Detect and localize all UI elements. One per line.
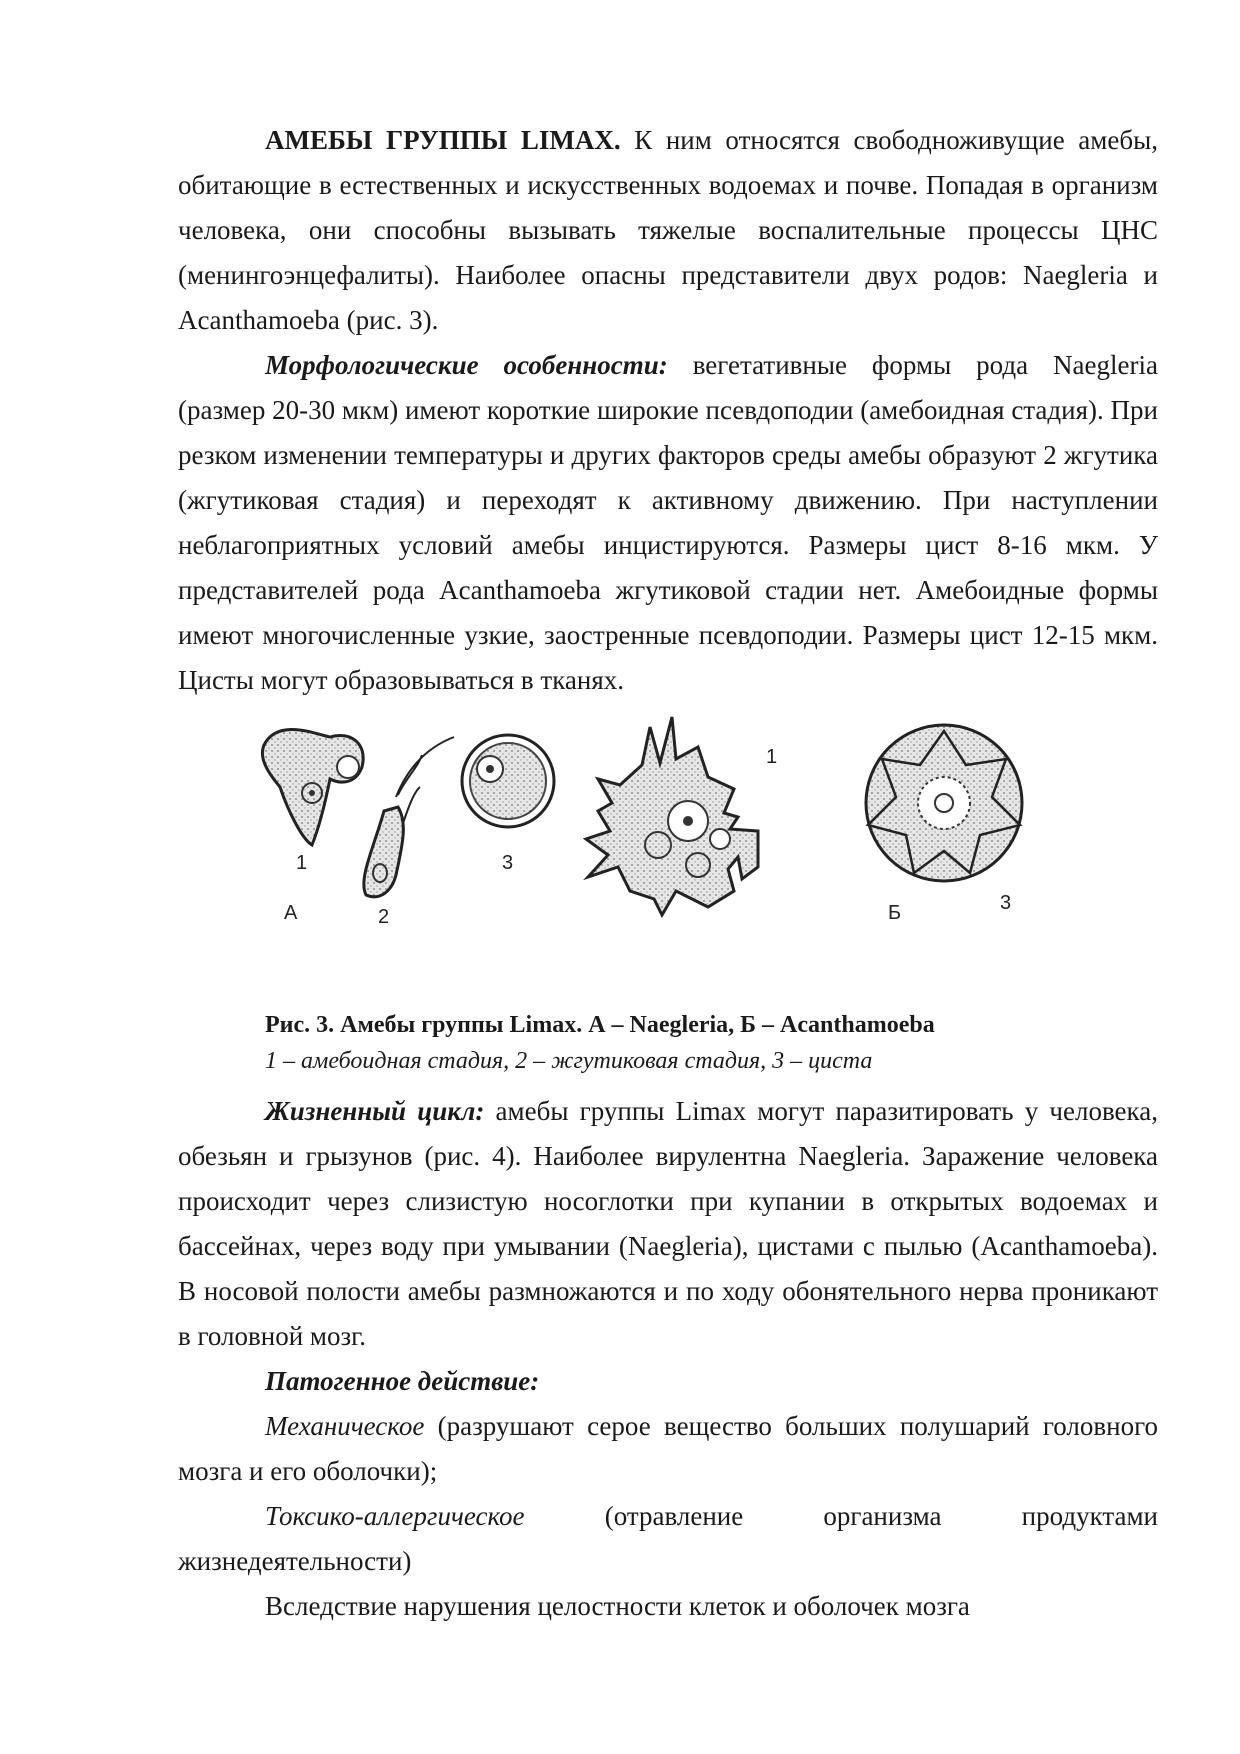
- naegleria-flagellate-stage: [364, 737, 454, 897]
- label-a2: 2: [378, 906, 390, 928]
- toxic-term: Токсико-аллергическое: [265, 1501, 525, 1531]
- label-b1: 1: [766, 746, 778, 768]
- label-b3: 3: [1000, 892, 1012, 914]
- pathogenic-heading: Патогенное действие:: [265, 1366, 540, 1396]
- caption-legend: 1 – амебоидная стадия, 2 – жгутиковая стадия, 3 – циста: [265, 1048, 873, 1074]
- acanthamoeba-amoeboid-stage: [586, 717, 758, 915]
- paragraph-limax-intro: [178, 118, 1158, 343]
- paragraph-text: К ним относятся свободноживущие амебы, обитающие в естественных и искусственных водоемах и почве. Попадая в организм человека, они способны вызывать тяжелые воспалительные процессы ЦНС (менингоэнцефалиты). Наиболее опасны представители двух родов: Naegleria и Acanthamoeba (рис. 3).: [178, 125, 1158, 335]
- paragraph-morphology: [178, 343, 1158, 703]
- section-heading: АМЕБЫ ГРУППЫ LIMAX.: [265, 125, 621, 155]
- naegleria-amoeboid-stage: [262, 729, 363, 845]
- label-acanthamoeba: Б: [888, 902, 902, 924]
- amoebae-illustration: [258, 707, 1058, 1007]
- paragraph-mechanical: [178, 1404, 1158, 1494]
- paragraph-text: (разрушают серое вещество больших полушарий головного мозга и его оболочки);: [178, 1411, 1158, 1486]
- label-a3: 3: [502, 852, 514, 874]
- paragraph-pathogenic: [178, 1359, 1158, 1404]
- paragraph-consequence: [178, 1584, 1158, 1629]
- paragraph-toxic: [178, 1494, 1158, 1584]
- figure-amoebae: [178, 707, 1158, 1007]
- figure-caption: [178, 1007, 1158, 1079]
- label-a1: 1: [296, 852, 308, 874]
- paragraph-text: (отравление организма продуктами жизнедеятельности): [178, 1501, 1158, 1576]
- paragraph-life-cycle: [178, 1089, 1158, 1359]
- naegleria-cyst: [462, 735, 554, 827]
- caption-title: Рис. 3. Амебы группы Limax. А – Naegleria, Б – Acanthamoeba: [265, 1012, 935, 1038]
- acanthamoeba-cyst: [866, 725, 1022, 881]
- paragraph-text: Вследствие нарушения целостности клеток и оболочек мозга: [265, 1591, 970, 1621]
- document-page: [178, 118, 1158, 1629]
- life-cycle-heading: Жизненный цикл:: [265, 1096, 485, 1126]
- paragraph-text: вегетативные формы рода Naegleria (размер 20-30 мкм) имеют короткие широкие псевдоподии (амебоидная стадия). При резком изменении температуры и других факторов среды амебы образуют 2 жгутика (жгутиковая стадия) и переходят к активному движению. При наступлении неблагоприятных условий амебы инцистируются. Размеры цист 8-16 мкм. У представителей рода Acanthamoeba жгутиковой стадии нет. Амебоидные формы имеют многочисленные узкие, заостренные псевдоподии. Размеры цист 12-15 мкм. Цисты могут образовываться в тканях.: [178, 350, 1158, 695]
- label-naegleria: А: [284, 902, 298, 924]
- morphology-heading: Морфологические особенности:: [265, 350, 668, 380]
- paragraph-text: амебы группы Limax могут паразитировать у человека, обезьян и грызунов (рис. 4). Наиболее вирулентна Naegleria. Заражение человека происходит через слизистую носоглотки при купании в открытых водоемах и бассейнах, через воду при умывании (Naegleria), цистами с пылью (Acanthamoeba). В носовой полости амебы размножаются и по ходу обонятельного нерва проникают в головной мозг.: [178, 1096, 1158, 1351]
- mechanical-term: Механическое: [265, 1411, 425, 1441]
